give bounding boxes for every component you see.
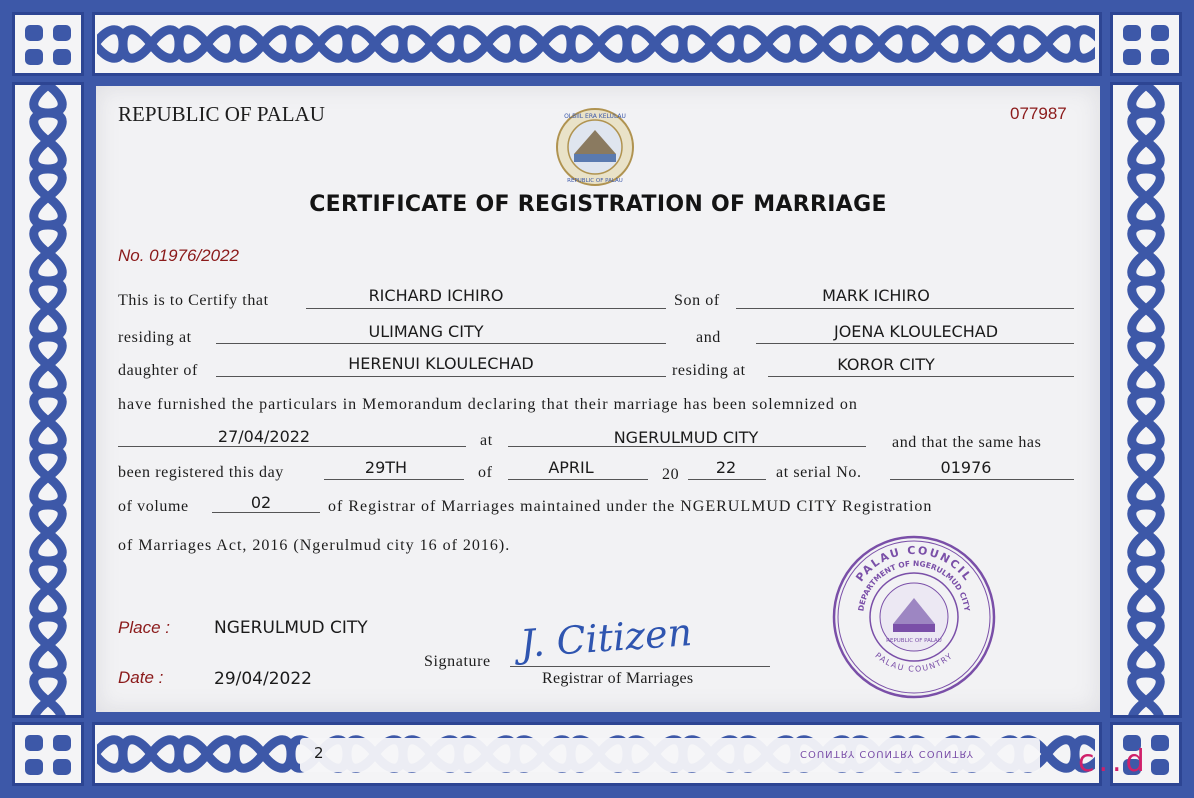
registration-day: 29TH [364, 458, 408, 477]
watermark: c..d [1078, 744, 1149, 779]
top-serial-number: 077987 [1010, 104, 1067, 123]
registrar-text: of Registrar of Marriages maintained under the NGERULMUD CITY Registration [328, 498, 933, 515]
serial-label: at serial No. [776, 464, 862, 481]
son-of-label: Son of [674, 292, 720, 309]
year-prefix: 20 [662, 466, 680, 483]
registered-label: been registered this day [118, 464, 284, 481]
svg-text:PALAU COUNTRY: PALAU COUNTRY [873, 650, 955, 674]
registrar-label: Registrar of Marriages [542, 670, 694, 687]
groom-name: RICHARD ICHIRO [368, 286, 504, 305]
left-border-band [12, 82, 84, 718]
certificate-number: No. 01976/2022 [118, 246, 239, 265]
braid-pattern-right [1113, 85, 1179, 715]
marriage-date: 27/04/2022 [217, 427, 311, 446]
of-label: of [478, 464, 493, 481]
bride-parent: HERENUI KLOULECHAD [348, 354, 534, 373]
certificate-paper [96, 86, 1100, 712]
marriage-place: NGERULMUD CITY [613, 428, 759, 447]
corner-ornament-bottom-left [12, 722, 84, 786]
signature-label: Signature [424, 653, 491, 670]
volume-number: 02 [250, 493, 272, 512]
right-border-band [1110, 82, 1182, 718]
place-label: Place : [118, 618, 170, 637]
svg-text:OLBIIL ERA KELULAU: OLBIIL ERA KELULAU [564, 113, 626, 120]
country-heading: REPUBLIC OF PALAU [118, 102, 325, 126]
registration-month: APRIL [548, 458, 594, 477]
date-value: 29/04/2022 [214, 669, 312, 689]
svg-text:REPUBLIC OF PALAU: REPUBLIC OF PALAU [886, 638, 942, 644]
and-label: and [696, 329, 721, 346]
svg-text:REPUBLIC OF PALAU: REPUBLIC OF PALAU [567, 178, 623, 184]
corner-ornament-top-left [12, 12, 84, 76]
braid-pattern-left [15, 85, 81, 715]
corner-ornament-top-right [1110, 12, 1182, 76]
act-text: of Marriages Act, 2016 (Ngerulmud city 16 of 2016). [118, 537, 511, 554]
at-label: at [480, 432, 493, 449]
bride-name: JOENA KLOULECHAD [833, 322, 999, 341]
palau-seal-icon [554, 106, 636, 188]
volume-label: of volume [118, 498, 189, 515]
same-has-label: and that the same has [892, 434, 1042, 451]
svg-text:DEPARTMENT OF NGERULMUD CITY: DEPARTMENT OF NGERULMUD CITY [856, 558, 972, 612]
bottom-strip-mirrored-text: COUNTRY COUNTRY COUNTRY [800, 748, 974, 759]
place-value: NGERULMUD CITY [214, 618, 368, 638]
groom-residence: ULIMANG CITY [368, 322, 484, 341]
daughter-of-label: daughter of [118, 362, 198, 379]
date-label: Date : [118, 668, 164, 687]
signature-script: J. Citizen [518, 610, 694, 666]
braid-pattern-top [95, 15, 1099, 73]
svg-text:PALAU COUNCIL: PALAU COUNCIL [853, 543, 975, 585]
certificate-title: CERTIFICATE OF REGISTRATION OF MARRIAGE [309, 192, 887, 217]
groom-father: MARK ICHIRO [822, 286, 930, 305]
bride-residence: KOROR CITY [837, 355, 935, 374]
registration-year: 22 [715, 458, 737, 477]
council-stamp [829, 532, 999, 702]
bride-residing-at-label: residing at [672, 362, 746, 379]
serial-number: 01976 [940, 458, 992, 477]
certify-label: This is to Certify that [118, 292, 269, 309]
bottom-strip-number: 2 [314, 744, 324, 762]
residing-at-label: residing at [118, 329, 192, 346]
top-border-band [92, 12, 1102, 76]
memorandum-text: have furnished the particulars in Memorandum declaring that their marriage has been solemnized on [118, 396, 858, 413]
